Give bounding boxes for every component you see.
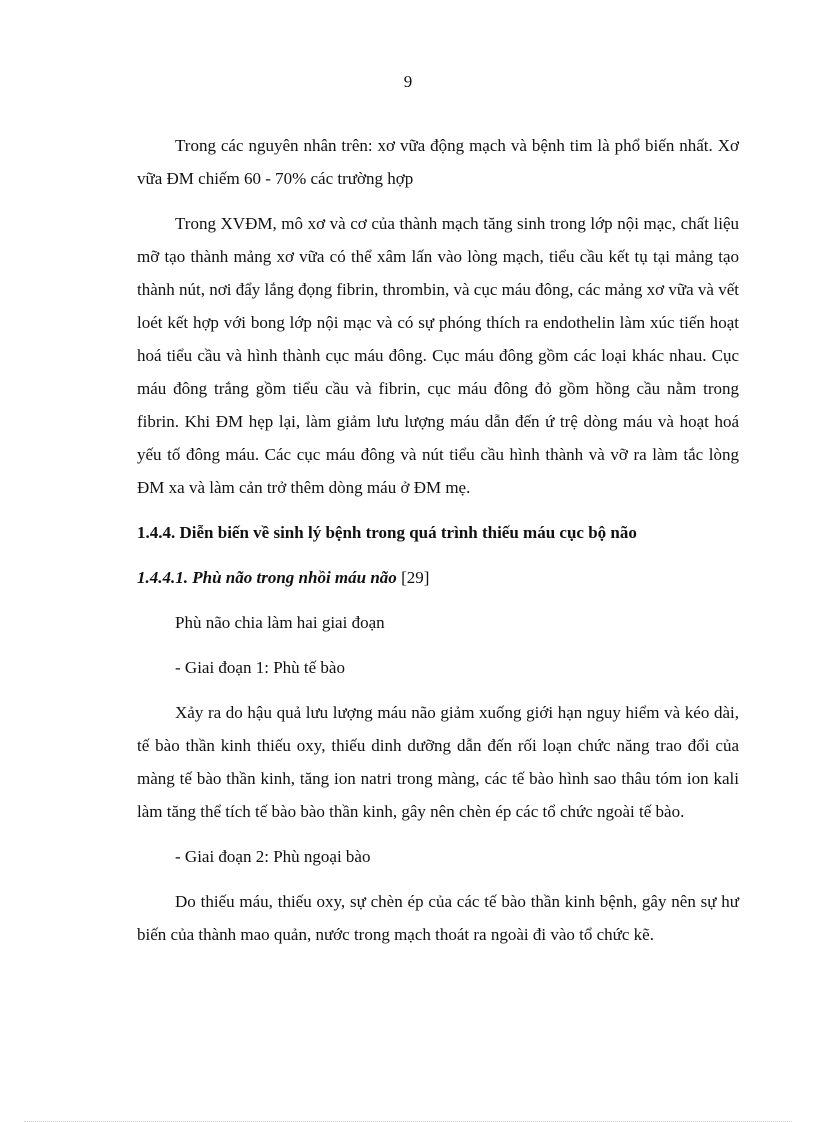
subsection-heading-1-4-4-1 xyxy=(137,561,739,594)
page-bottom-divider xyxy=(24,1121,792,1122)
page-number: 9 xyxy=(403,72,413,91)
paragraph-causes-summary: Trong các nguyên nhân trên: xơ vữa động mạch và bệnh tim là phổ biến nhất. Xơ vữa ĐM chiếm 60 - 70% các trường hợp xyxy=(137,136,739,188)
paragraph-stage-1-description: Xảy ra do hậu quả lưu lượng máu não giảm xuống giới hạn nguy hiểm và kéo dài, tế bào thần kinh thiếu oxy, thiếu dinh dưỡng dẫn đến rối loạn chức năng trao đổi của màng tế bào thần kinh, tăng ion natri trong màng, các tế bào hình sao thâu tóm ion kali làm tăng thể tích tế bào bào thần kinh, gây nên chèn ép các tổ chức ngoài tế bào. xyxy=(137,703,739,821)
section-heading-1-4-4: 1.4.4. Diễn biến về sinh lý bệnh trong quá trình thiếu máu cục bộ não xyxy=(137,523,637,542)
subsection-heading-title: 1.4.4.1. Phù não trong nhồi máu não xyxy=(137,568,397,587)
paragraph-edema-stages-intro: Phù não chia làm hai giai đoạn xyxy=(175,613,385,632)
paragraph-stage-2-description: Do thiếu máu, thiếu oxy, sự chèn ép của các tế bào thần kinh bệnh, gây nên sự hư biến của thành mao quản, nước trong mạch thoát ra ngoài đi vào tổ chức kẽ. xyxy=(137,892,739,944)
page-body xyxy=(137,129,739,963)
citation-reference: [29] xyxy=(401,568,430,587)
paragraph-atherosclerosis-mechanism: Trong XVĐM, mô xơ và cơ của thành mạch tăng sinh trong lớp nội mạc, chất liệu mỡ tạo thành mảng xơ vữa có thể xâm lấn vào lòng mạch, tiểu cầu kết tụ tại mảng tạo thành nút, nơi đẩy lắng đọng fibrin, thrombin, và cục máu đông, các mảng xơ vữa và vết loét kết hợp với bong lớp nội mạc và có sự phóng thích ra endothelin làm xúc tiến hoạt hoá tiểu cầu và hình thành cục máu đông. Cục máu đông gồm các loại khác nhau. Cục máu đông trắng gồm tiểu cầu và fibrin, cục máu đông đỏ gồm hồng cầu nằm trong fibrin. Khi ĐM hẹp lại, làm giảm lưu lượng máu dẫn đến ứ trệ dòng máu và hoạt hoá yếu tố đông máu. Các cục máu đông và nút tiểu cầu hình thành và vỡ ra làm tắc lòng ĐM xa và làm cản trở thêm dòng máu ở ĐM mẹ. xyxy=(137,214,739,497)
stage-2-label: - Giai đoạn 2: Phù ngoại bào xyxy=(175,847,371,866)
stage-1-label: - Giai đoạn 1: Phù tế bào xyxy=(175,658,345,677)
